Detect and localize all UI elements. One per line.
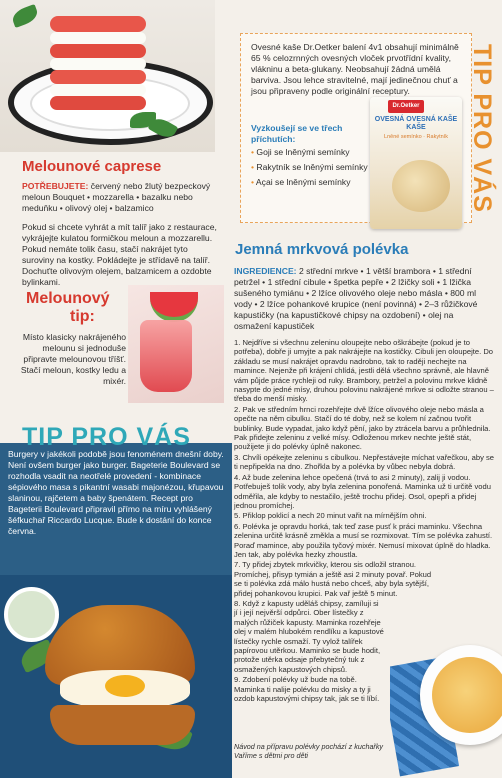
pack-subtitle: Lněné semínko · Rakytník	[384, 134, 448, 140]
step-item: 6. Polévka je opravdu horká, tak teď zase pusť k práci maminku. Všechna zelenina určitě krásně změkla a musí se rozmixovat. Tím se polévka zahustí. Poraď mamince, aby použila tyčový mixér. Nemusí mixovat úplně do hladka. Jen tak, aby polévka hezky zhoustla.	[234, 521, 493, 559]
caprese-ingredients	[22, 181, 222, 214]
soup-title: Jemná mrkvová polévka	[235, 241, 409, 258]
ingredients-text: červený nebo žlutý bezpeckový meloun Bouquet • mozzarella • bazalku nebo meduňku • olivový olej • balzamico	[22, 181, 211, 213]
soup-ingredients	[234, 266, 490, 332]
burger-bottom-bun-icon	[50, 705, 195, 745]
oats-bowl-icon	[392, 160, 450, 212]
dip-bowl-icon	[4, 587, 59, 642]
step-item: 5. Přiklop poklicí a nech 20 minut vařit na mírnějším ohni.	[234, 511, 427, 521]
ingredients-label: POTŘEBUJETE:	[22, 181, 89, 191]
step-item: 9. Zdobení polévky už bude na tobě. Maminka ti nalije polévku do misky a ty ji ozdob kapustovými chipsy tak, jak se ti líbí.	[234, 675, 380, 704]
melon-tip-title	[26, 290, 110, 326]
melon-tip-title-line1: Melounový	[26, 290, 110, 307]
yolk-icon	[105, 675, 145, 697]
melon-tip-title-line2: tip:	[70, 308, 95, 325]
step-item: 1. Nejdříve si všechnu zeleninu oloupejte nebo oškrábejte (pokud je to potřeba), dobře ji umyjte a pak nakrájejte na kostičky. Cibuli jen oloupejte. Do základu se musí nakrájet opravdu nadrobno, tak to raději nechejte na mamince. Nejenže při krájení chlídá, jestli dělá všechno správně, ale hlavně vám půjde práce rychleji od ruky. Brambory, petržel a polovinu mrkve klidně nasypte do jedné mísy, druhou polovinu nakrájené mrkve si odložte stranou – třeba do menší misky.	[234, 338, 494, 404]
pack-title: OVESNÁ OVESNÁ KAŠE KAŠE	[374, 116, 458, 131]
step-item: 8. Když z kapusty uděláš chipsy, zamíluji si jí i její nejvěrší odpůrci. Ober lístečky z malých růžiček kapusty. Maminka rozehřeje olej v malém hlubokém rendlíku a kapustové lístečky rychle osmaží. Ty vylož talířek papírovou utěrkou. Maminko se bude hodit, protože utěrka odsaje přebytečný tuk z osmažených kapustových chipsů.	[234, 598, 384, 674]
step-item: 4. Až bude zelenina lehce opečená (trvá to asi 2 minuty), zalij ji vodou. Potřebuješ tolik vody, aby byla zelenina ponořená. Maminka už ti určitě vodu odměřila, ale kdyby to nestačilo, ještě trochu přidej. Osol, opepři a přidej jednou promíchej.	[234, 472, 491, 510]
step-item: 7. Ty přidej zbytek mrkvičky, kterou sis odložil stranou. Promíchej, přisyp tymián a ještě asi 2 minuty povař. Pokud se ti polévka zdá málo hustá nebo chceš, aby byla sytější, přidej pohankovou krupici. Pak vař ještě 5 minut.	[234, 560, 432, 598]
oat-try-title: Vyzkoušejí se ve třech příchutích:	[251, 123, 343, 144]
caprese-instructions: Pokud si chcete vyhrát a mít talíř jako z restaurace, vykrájejte kulatou formičkou meloun a mozzarellu. Pokud nemáte tolik času, stačí nakrájet tyto suroviny na kostky. Pokládejte je střídavě na talíř. Dochuťte olivovým olejem, balzamicem a ozdobte bylinkami.	[22, 222, 217, 287]
flavor-item: • Goji se lněnými semínky	[251, 147, 350, 157]
tip-box	[0, 443, 232, 575]
tip-box-text: Burgery v jakékoli podobě jsou fenoménem dnešní doby. Není ovšem burger jako burger. Bageterie Boulevard se rozhodla vsadit na neotřelé provedení - kombinace sépiového masa s pikantní wasabi majonézou, křupavou slaninou, rajčetem a baby špenátem. Recept pro Bageterii Boulevard připravil přímo na míru vyhlášený šéfkuchař Riccardo Lucque. Bude k dostání do konce června.	[8, 449, 224, 536]
step-item: 2. Pak ve středním hrnci rozehřejte dvě lžíce olivového oleje nebo másla a opečte na něm cibulku. Stačí do té doby, než se kolem ní začnou tvořit bublinky. Bude vypadat, jako když pění, jako by ztrácela barvu a průhlednila. Pak přidejte zeleninu z velké mísy. Odloženou mrkev nechte ještě stát, použijete ji do polévky úplně nakonec.	[234, 404, 491, 452]
brand-logo: Dr.Oetker	[388, 100, 424, 113]
basil-leaf-icon	[10, 4, 40, 28]
soup-ingredients-label: INGREDIENCE:	[234, 266, 297, 276]
vertical-tip-banner: TIP PRO VÁS	[468, 44, 496, 213]
soup-ingredients-text: 2 střední mrkve • 1 větší brambora • 1 střední petržel • 1 střední cibule • špetka pepře • 2 lžičky soli • 1 lžička sušeného tymiánu • 2 lžíce olivového oleje nebo másla • 800 ml vody • 2 lžíce pohankové krupice (není povinná) • 2–3 růžičkové kapustičky (na kapustičkové chipsy na ozdobení) • olej na osmažení kapustiček	[234, 266, 478, 331]
step-item: 3. Chvíli opékejte zeleninu s cibulkou. Nepřestávejte míchat vařečkou, aby se ti nepřipekla na dno. Zhořkla by a polévka by vůbec nebyla dobrá.	[234, 452, 495, 472]
flavor-item: • Açai se lněnými semínky	[251, 177, 351, 187]
flavor-list	[251, 147, 369, 188]
flavor-item: • Rakytník se lněnými semínky	[251, 162, 368, 172]
burger-photo	[0, 575, 232, 778]
oat-intro: Ovesné kaše Dr.Oetker balení 4v1 obsahují minimálně 65 % celozrnných ovesných vloček prvotřídní kvality, vlákninu a beta-glukany. Neobsahují žádná umělá barviva. Jsou lehce stravitelné, mají jedinečnou chuť a jsou připraveny podle originální receptury.	[251, 42, 459, 96]
tip-banner: TIP PRO VÁS	[22, 423, 191, 451]
caprese-title: Melounové caprese	[22, 158, 162, 175]
melon-tip-text: Místo klasicky nakrájeného melounu si jednoduše připravte melounovou tříšť. Stačí meloun, kostky ledu a mixér.	[20, 332, 126, 386]
slush-glass-icon	[140, 320, 192, 392]
recipe-credit: Návod na přípravu polévky pochází z kuchařky Vaříme s dětmi pro děti	[234, 742, 384, 760]
caprese-photo	[0, 0, 215, 152]
soup-steps	[234, 338, 496, 704]
